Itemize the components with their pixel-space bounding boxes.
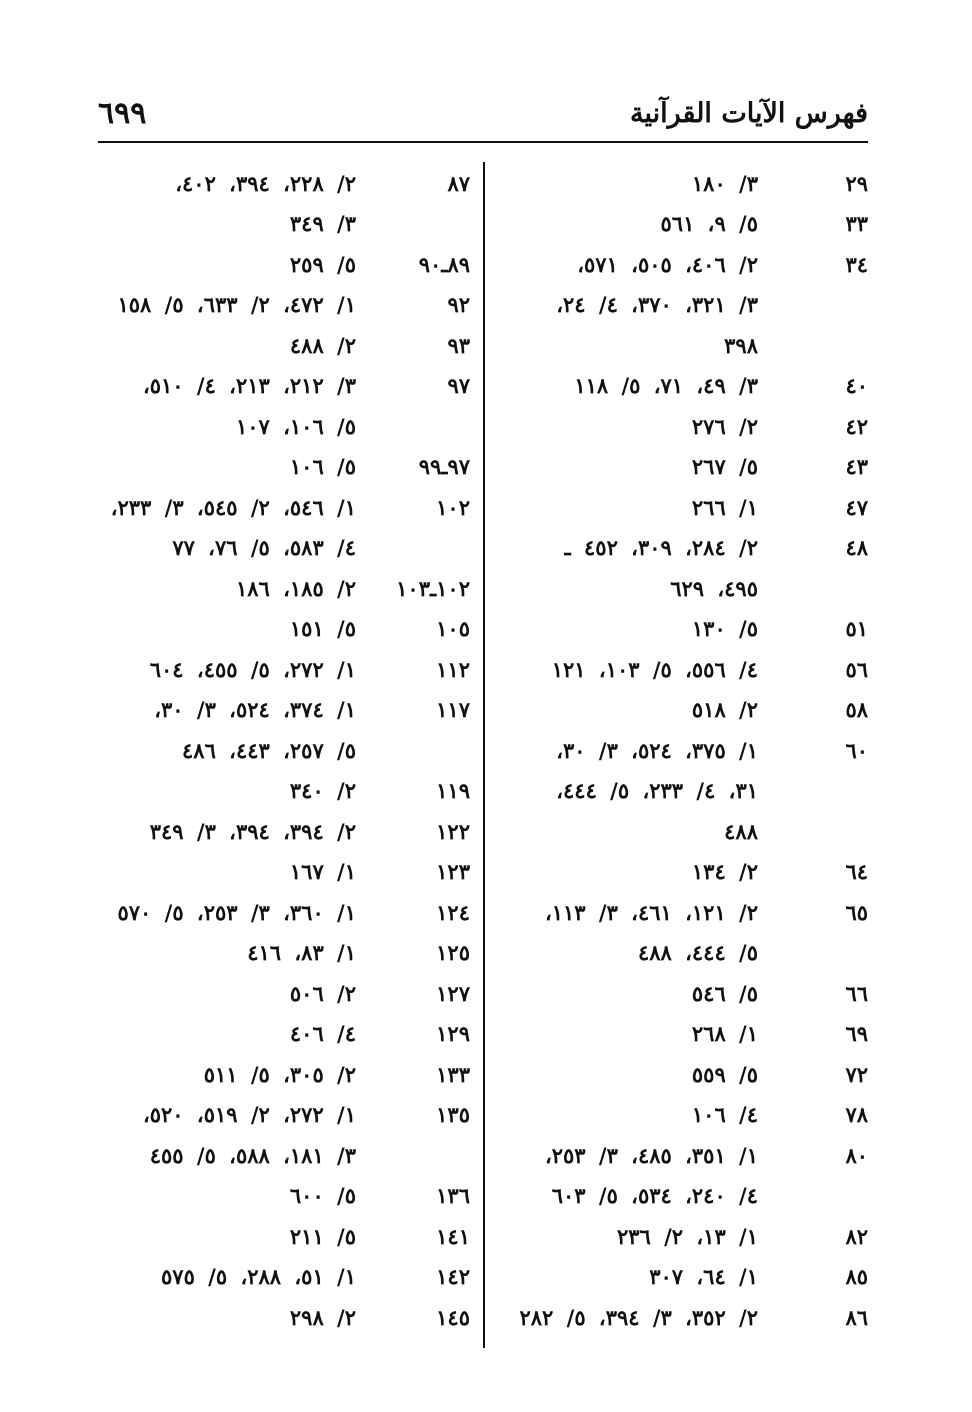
- page-references: ١/ ٢٧٢، ٥/ ٤٥٥، ٦٠٤: [149, 656, 356, 682]
- index-entry: [495, 1176, 868, 1217]
- page-references: ٥/ ٢١١: [289, 1223, 356, 1249]
- index-entry: [495, 649, 868, 690]
- index-entry: [495, 1297, 868, 1338]
- page-references: ٣/ ١٨٠: [691, 170, 758, 196]
- ayah-number: ١٣٥: [436, 1102, 470, 1128]
- page-references: ١/ ٥٤٦، ٢/ ٥٤٥، ٣/ ٢٣٣،: [110, 494, 356, 520]
- index-entry: [495, 1014, 868, 1055]
- index-entry: [98, 406, 470, 447]
- page-references: ٢/ ٤٨٨: [289, 332, 356, 358]
- ayah-number: ٤٧: [845, 494, 868, 520]
- index-entry: [98, 1054, 470, 1095]
- ayah-number: ٧٨: [845, 1102, 868, 1128]
- page-references: ١/ ٣٧٥، ٥٢٤، ٣/ ٣٠،: [556, 737, 758, 763]
- ayah-number: ١٢٧: [436, 980, 470, 1006]
- page-references: ٥/ ٥٤٦: [691, 980, 758, 1006]
- index-entry: [98, 730, 470, 771]
- ayah-number: ٨٠: [845, 1142, 868, 1168]
- index-entry: [495, 811, 868, 852]
- page-references: ٢/ ٣٠٥، ٥/ ٥١١: [203, 1061, 356, 1087]
- ayah-number: ٩٧ـ٩٩: [418, 454, 470, 480]
- ayah-number: ١٤٥: [436, 1304, 470, 1330]
- page-references: ١/ ٥١، ٢٨٨، ٥/ ٥٧٥: [161, 1264, 356, 1290]
- ayah-number: ٣٣: [845, 211, 868, 237]
- index-entry: [495, 933, 868, 974]
- index-entry: [98, 487, 470, 528]
- page-references: ٣/ ٤٩، ٧١، ٥/ ١١٨: [574, 373, 758, 399]
- page-references: ٤٨٨: [724, 818, 758, 844]
- index-entry: [98, 204, 470, 245]
- page-references: ١/ ٨٣، ٤١٦: [247, 940, 356, 966]
- page-references: ٣/ ٣٤٩: [289, 211, 356, 237]
- index-entry: [98, 852, 470, 893]
- index-entry: [98, 1095, 470, 1136]
- page-number: ٦٩٩: [98, 95, 147, 131]
- ayah-number: ٦٤: [845, 859, 868, 885]
- ayah-number: ٤٠: [845, 373, 868, 399]
- index-column-right: [495, 163, 868, 1338]
- page-references: ٢/ ٢٨٤، ٣٠٩، ٤٥٢ ـ: [564, 535, 758, 561]
- page-references: ٣١، ٤/ ٢٣٣، ٥/ ٤٤٤،: [556, 778, 758, 804]
- ayah-number: ١١٩: [436, 778, 470, 804]
- ayah-number: ٨٩ـ٩٠: [418, 251, 470, 277]
- page-references: ٤/ ٢٤٠، ٥٣٤، ٥/ ٦٠٣: [551, 1183, 758, 1209]
- page-references: ٢/ ٢٩٨: [289, 1304, 356, 1330]
- page-references: ٣٩٨: [724, 332, 758, 358]
- index-entry: [495, 852, 868, 893]
- index-entry: [98, 690, 470, 731]
- page-references: ٤٩٥، ٦٢٩: [670, 575, 758, 601]
- ayah-number: ٦٥: [845, 899, 868, 925]
- index-entry: [495, 1054, 868, 1095]
- index-entry: [495, 973, 868, 1014]
- page-references: ٥/ ٦٠٠: [289, 1183, 356, 1209]
- index-entry: [98, 1257, 470, 1298]
- page-references: ١/ ٢٧٢، ٢/ ٥١٩، ٥٢٠،: [142, 1102, 356, 1128]
- page-references: ٥/ ١٥١: [289, 616, 356, 642]
- page-references: ٤/ ٥٨٣، ٥/ ٧٦، ٧٧: [172, 535, 356, 561]
- ayah-number: ٨٦: [845, 1304, 868, 1330]
- ayah-number: ١٤٢: [436, 1264, 470, 1290]
- ayah-number: ١٢٩: [436, 1021, 470, 1047]
- page-references: ٢/ ٣٤٠: [289, 778, 356, 804]
- index-entry: [495, 325, 868, 366]
- ayah-number: ٦٠: [845, 737, 868, 763]
- index-entry: [495, 366, 868, 407]
- index-entry: [98, 325, 470, 366]
- page-references: ٤/ ٥٥٦، ٥/ ١٠٣، ١٢١: [551, 656, 758, 682]
- index-entry: [98, 1014, 470, 1055]
- page-references: ٢/ ٥٠٦: [289, 980, 356, 1006]
- ayah-number: ١٢٢: [436, 818, 470, 844]
- index-entry: [98, 892, 470, 933]
- page-references: ٣/ ١٨١، ٥٨٨، ٥/ ٤٥٥: [149, 1142, 356, 1168]
- index-entry: [495, 609, 868, 650]
- page-references: ٢/ ١٢١، ٤٦١، ٣/ ١١٣،: [544, 899, 758, 925]
- ayah-number: ١١٢: [436, 656, 470, 682]
- page-references: ٥/ ١٣٠: [691, 616, 758, 642]
- index-entry: [98, 1297, 470, 1338]
- page-references: ٢/ ١٨٥، ١٨٦: [235, 575, 356, 601]
- page-references: ٢/ ٥١٨: [691, 697, 758, 723]
- page-references: ١/ ٢٦٦: [691, 494, 758, 520]
- index-entry: [98, 163, 470, 204]
- index-entry: [495, 568, 868, 609]
- page-references: ٥/ ٥٥٩: [691, 1061, 758, 1087]
- ayah-number: ٨٥: [845, 1264, 868, 1290]
- index-entry: [495, 730, 868, 771]
- page-references: ٥/ ٢٦٧: [691, 454, 758, 480]
- ayah-number: ١٢٥: [436, 940, 470, 966]
- page-references: ١/ ١٣، ٢/ ٢٣٦: [616, 1223, 758, 1249]
- page-references: ٥/ ١٠٦: [289, 454, 356, 480]
- ayah-number: ٨٧: [447, 170, 470, 196]
- ayah-number: ٩٣: [447, 332, 470, 358]
- index-entry: [495, 1135, 868, 1176]
- index-entry: [495, 528, 868, 569]
- index-entry: [495, 1095, 868, 1136]
- index-entry: [98, 1176, 470, 1217]
- index-entry: [495, 892, 868, 933]
- index-entry: [98, 447, 470, 488]
- index-entry: [98, 528, 470, 569]
- index-entry: [495, 1216, 868, 1257]
- ayah-number: ٩٢: [447, 292, 470, 318]
- ayah-number: ٦٦: [845, 980, 868, 1006]
- page-references: ٣/ ٢١٢، ٢١٣، ٤/ ٥١٠،: [142, 373, 356, 399]
- page-references: ٢/ ٢٢٨، ٣٩٤، ٤٠٢،: [175, 170, 356, 196]
- ayah-number: ٥٨: [845, 697, 868, 723]
- index-entry: [495, 487, 868, 528]
- page-references: ١/ ٤٧٢، ٢/ ٦٣٣، ٥/ ١٥٨: [117, 292, 356, 318]
- index-entry: [98, 285, 470, 326]
- header-rule: [98, 141, 868, 143]
- page-header: [98, 88, 868, 138]
- page-references: ١/ ٣٥١، ٤٨٥، ٣/ ٢٥٣،: [544, 1142, 758, 1168]
- index-entry: [98, 973, 470, 1014]
- ayah-number: ١١٧: [436, 697, 470, 723]
- index-column-left: [98, 163, 470, 1338]
- index-entry: [98, 933, 470, 974]
- ayah-number: ٧٢: [845, 1061, 868, 1087]
- page-references: ١/ ٢٦٨: [691, 1021, 758, 1047]
- ayah-number: ١٢٤: [436, 899, 470, 925]
- page-references: ١/ ٣٦٠، ٣/ ٢٥٣، ٥/ ٥٧٠: [117, 899, 356, 925]
- index-entry: [495, 204, 868, 245]
- index-entry: [98, 568, 470, 609]
- index-entry: [98, 244, 470, 285]
- ayah-number: ٥١: [845, 616, 868, 642]
- ayah-number: ٤٨: [845, 535, 868, 561]
- ayah-number: ٩٧: [447, 373, 470, 399]
- page-references: ١/ ٣٧٤، ٥٢٤، ٣/ ٣٠،: [154, 697, 356, 723]
- ayah-number: ١٠٥: [436, 616, 470, 642]
- index-entry: [98, 649, 470, 690]
- ayah-number: ٣٤: [845, 251, 868, 277]
- index-entry: [495, 406, 868, 447]
- page-references: ١/ ١٦٧: [289, 859, 356, 885]
- index-entry: [495, 244, 868, 285]
- page-references: ٢/ ٣٩٤، ٣٩٤، ٣/ ٣٤٩: [149, 818, 356, 844]
- index-entry: [98, 366, 470, 407]
- page-references: ٢/ ٣٥٢، ٣/ ٣٩٤، ٥/ ٢٨٢: [519, 1304, 758, 1330]
- ayah-number: ١٤١: [436, 1223, 470, 1249]
- ayah-number: ١٢٣: [436, 859, 470, 885]
- page-references: ٥/ ٢٥٩: [289, 251, 356, 277]
- index-entry: [495, 771, 868, 812]
- index-entry: [98, 609, 470, 650]
- page-references: ٣/ ٣٢١، ٣٧٠، ٤/ ٢٤،: [556, 292, 758, 318]
- ayah-number: ٦٩: [845, 1021, 868, 1047]
- index-entry: [495, 690, 868, 731]
- ayah-number: ٥٦: [845, 656, 868, 682]
- page-references: ٢/ ١٣٤: [691, 859, 758, 885]
- ayah-number: ١٠٢ـ١٠٣: [396, 575, 470, 601]
- page-references: ٥/ ٤٤٤، ٤٨٨: [637, 940, 758, 966]
- index-entry: [495, 163, 868, 204]
- page-references: ٥/ ١٠٦، ١٠٧: [235, 413, 356, 439]
- page-references: ٢/ ٢٧٦: [691, 413, 758, 439]
- ayah-number: ٤٣: [845, 454, 868, 480]
- index-entry: [98, 1216, 470, 1257]
- ayah-number: ٢٩: [845, 170, 868, 196]
- index-entry: [98, 811, 470, 852]
- index-entry: [495, 285, 868, 326]
- page-references: ٥/ ٩، ٥٦١: [660, 211, 758, 237]
- page-references: ٤/ ٤٠٦: [289, 1021, 356, 1047]
- page-references: ٥/ ٢٥٧، ٤٤٣، ٤٨٦: [182, 737, 356, 763]
- column-divider: [483, 162, 485, 1348]
- ayah-number: ١٣٦: [436, 1183, 470, 1209]
- index-entry: [495, 1257, 868, 1298]
- ayah-number: ١٣٣: [436, 1061, 470, 1087]
- ayah-number: ٨٢: [845, 1223, 868, 1249]
- index-entry: [495, 447, 868, 488]
- page-references: ٤/ ١٠٦: [691, 1102, 758, 1128]
- index-entry: [98, 771, 470, 812]
- page-references: ١/ ٦٤، ٣٠٧: [649, 1264, 758, 1290]
- ayah-number: ٤٢: [845, 413, 868, 439]
- running-title: فهرس الآيات القرآنية: [630, 97, 868, 129]
- page-references: ٢/ ٤٠٦، ٥٠٥، ٥٧١،: [577, 251, 758, 277]
- index-entry: [98, 1135, 470, 1176]
- ayah-number: ١٠٢: [436, 494, 470, 520]
